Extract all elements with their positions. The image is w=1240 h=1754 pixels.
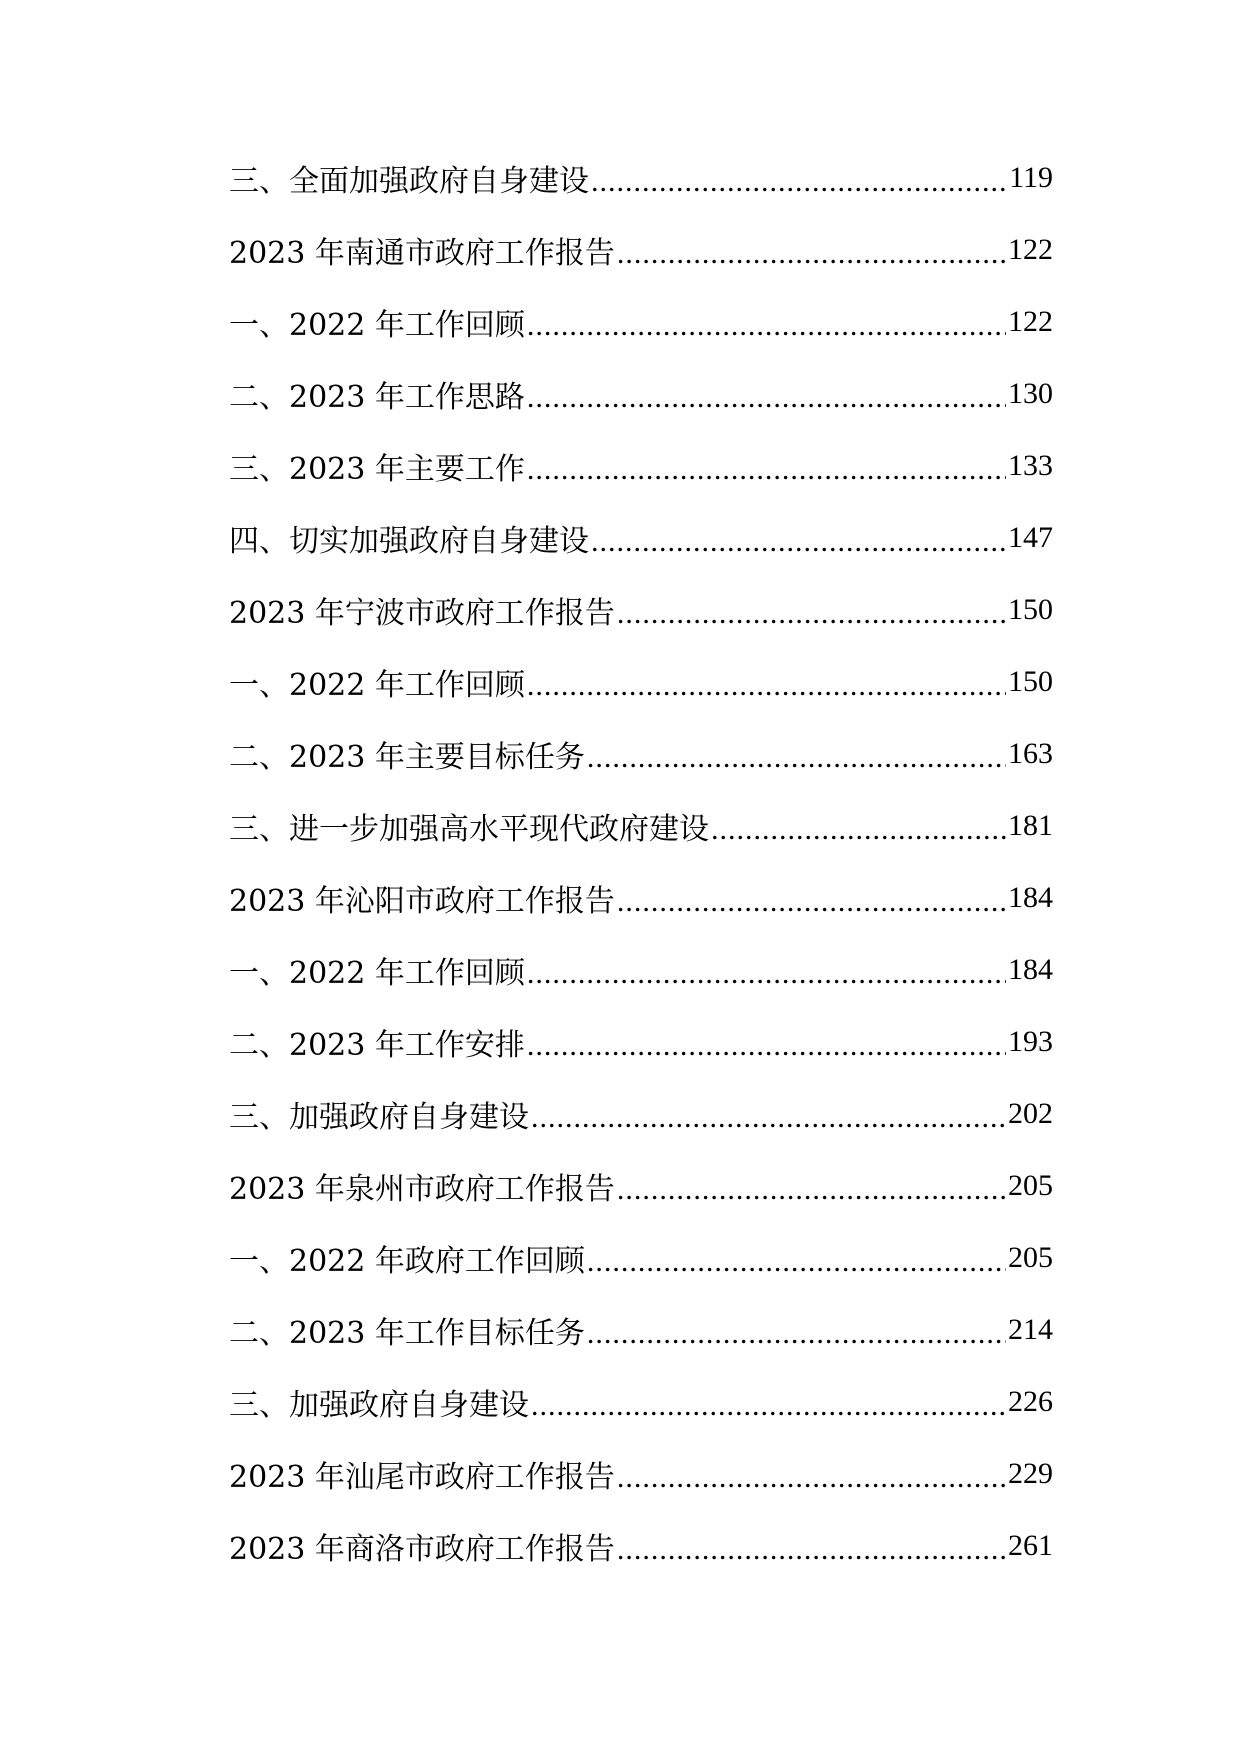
toc-leader-dots xyxy=(527,956,1006,991)
toc-entry-page: 150 xyxy=(1008,665,1053,698)
toc-leader-dots xyxy=(591,164,1007,199)
toc-entry-title: 三、加强政府自身建设 xyxy=(229,1388,529,1423)
toc-leader-dots xyxy=(587,1316,1006,1351)
toc-leader-dots xyxy=(527,668,1006,703)
toc-leader-dots xyxy=(531,1388,1006,1423)
toc-leader-dots xyxy=(591,524,1006,559)
toc-entry-page: 119 xyxy=(1009,161,1053,194)
toc-entry[interactable] xyxy=(229,358,1053,430)
toc-leader-dots xyxy=(617,236,1006,271)
toc-entry[interactable] xyxy=(229,574,1053,646)
toc-leader-dots xyxy=(527,308,1006,343)
toc-entry[interactable] xyxy=(229,1150,1053,1222)
toc-entry-page: 261 xyxy=(1008,1529,1053,1562)
table-of-contents xyxy=(229,142,1053,1582)
toc-entry-title: 三、加强政府自身建设 xyxy=(229,1100,529,1135)
toc-leader-dots xyxy=(527,1028,1006,1063)
toc-entry-title: 三、2023 年主要工作 xyxy=(229,452,525,487)
toc-entry-title: 2023 年汕尾市政府工作报告 xyxy=(229,1460,615,1495)
toc-entry-title: 二、2023 年工作思路 xyxy=(229,380,525,415)
toc-entry[interactable] xyxy=(229,1006,1053,1078)
toc-entry-page: 181 xyxy=(1008,809,1053,842)
toc-entry-title: 三、全面加强政府自身建设 xyxy=(229,164,589,199)
toc-leader-dots xyxy=(527,380,1006,415)
toc-leader-dots xyxy=(617,1532,1006,1567)
toc-entry[interactable] xyxy=(229,286,1053,358)
toc-entry[interactable] xyxy=(229,1366,1053,1438)
toc-entry-title: 三、进一步加强高水平现代政府建设 xyxy=(229,812,709,847)
toc-entry-page: 163 xyxy=(1008,737,1053,770)
toc-entry-page: 133 xyxy=(1008,449,1053,482)
toc-entry[interactable] xyxy=(229,1222,1053,1294)
toc-entry-title: 一、2022 年工作回顾 xyxy=(229,308,525,343)
toc-entry[interactable] xyxy=(229,1078,1053,1150)
toc-entry[interactable] xyxy=(229,214,1053,286)
toc-entry-page: 147 xyxy=(1008,521,1053,554)
toc-entry-title: 四、切实加强政府自身建设 xyxy=(229,524,589,559)
toc-leader-dots xyxy=(531,1100,1006,1135)
toc-entry-title: 二、2023 年主要目标任务 xyxy=(229,740,585,775)
toc-entry[interactable] xyxy=(229,790,1053,862)
toc-leader-dots xyxy=(617,596,1006,631)
toc-entry[interactable] xyxy=(229,934,1053,1006)
toc-entry-title: 一、2022 年政府工作回顾 xyxy=(229,1244,585,1279)
toc-entry-title: 二、2023 年工作目标任务 xyxy=(229,1316,585,1351)
toc-entry-page: 122 xyxy=(1008,305,1053,338)
toc-entry-page: 184 xyxy=(1008,953,1053,986)
toc-entry[interactable] xyxy=(229,1294,1053,1366)
toc-entry-title: 2023 年泉州市政府工作报告 xyxy=(229,1172,615,1207)
toc-entry-page: 193 xyxy=(1008,1025,1053,1058)
toc-entry-page: 205 xyxy=(1008,1169,1053,1202)
toc-entry-page: 202 xyxy=(1008,1097,1053,1130)
toc-leader-dots xyxy=(617,1172,1006,1207)
toc-entry-page: 150 xyxy=(1008,593,1053,626)
toc-entry-title: 2023 年商洛市政府工作报告 xyxy=(229,1532,615,1567)
toc-leader-dots xyxy=(587,1244,1006,1279)
toc-entry-title: 一、2022 年工作回顾 xyxy=(229,668,525,703)
toc-entry[interactable] xyxy=(229,862,1053,934)
toc-leader-dots xyxy=(527,452,1006,487)
toc-entry-title: 2023 年宁波市政府工作报告 xyxy=(229,596,615,631)
toc-entry-page: 214 xyxy=(1008,1313,1053,1346)
toc-leader-dots xyxy=(587,740,1006,775)
toc-entry-page: 205 xyxy=(1008,1241,1053,1274)
toc-entry[interactable] xyxy=(229,142,1053,214)
toc-leader-dots xyxy=(711,812,1006,847)
toc-entry-page: 184 xyxy=(1008,881,1053,914)
toc-entry-page: 130 xyxy=(1008,377,1053,410)
toc-entry-title: 二、2023 年工作安排 xyxy=(229,1028,525,1063)
toc-entry[interactable] xyxy=(229,1510,1053,1582)
toc-entry[interactable] xyxy=(229,502,1053,574)
toc-entry-page: 122 xyxy=(1008,233,1053,266)
toc-entry-page: 226 xyxy=(1008,1385,1053,1418)
toc-leader-dots xyxy=(617,884,1006,919)
toc-entry-title: 2023 年南通市政府工作报告 xyxy=(229,236,615,271)
toc-entry[interactable] xyxy=(229,718,1053,790)
toc-entry-page: 229 xyxy=(1008,1457,1053,1490)
toc-entry[interactable] xyxy=(229,430,1053,502)
toc-entry-title: 一、2022 年工作回顾 xyxy=(229,956,525,991)
toc-entry[interactable] xyxy=(229,646,1053,718)
toc-leader-dots xyxy=(617,1460,1006,1495)
toc-entry[interactable] xyxy=(229,1438,1053,1510)
toc-entry-title: 2023 年沁阳市政府工作报告 xyxy=(229,884,615,919)
